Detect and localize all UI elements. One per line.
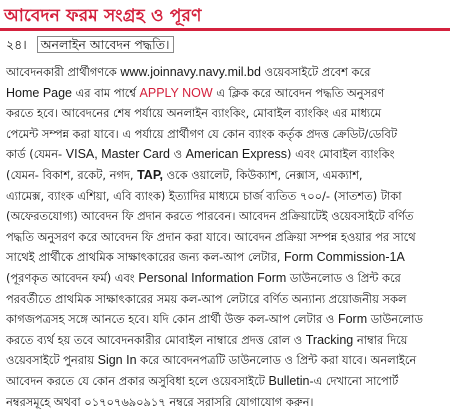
paragraph-line <box>6 83 446 104</box>
english-term: American Express <box>186 147 287 161</box>
text-run: পেমেন্ট সম্পন্ন করা যাবে। এ পর্যায়ে প্রার্থীগণ যে কোন ব্যাংক কর্তৃক প্রদত্ত ক্রেডিট/ডেবিট <box>6 127 397 141</box>
text-run: এর বাম পার্শ্বে <box>72 86 140 100</box>
paragraph-line <box>6 350 446 371</box>
english-term: Sign In <box>98 353 137 367</box>
text-run: পরবর্তীতে প্রাথমিক সাক্ষাৎকারের সময় কল-আপ লেটারে বর্ণিত অন্যান্য প্রয়োজনীয় সকল <box>6 292 406 306</box>
text-run: নাম্বার দিয়ে <box>353 333 407 347</box>
english-term: Home Page <box>6 86 72 100</box>
text-run: আবেদন করতে যে কোন প্রকার অসুবিধা হলে ওয়েবসাইটে <box>6 374 269 388</box>
paragraph-line <box>6 289 446 310</box>
text-run: করতে হবে। আবেদনের শেষ পর্যায়ে অনলাইন ব্যাংকিং, মোবাইল ব্যাংকিং এর মাধ্যমে <box>6 106 381 120</box>
english-term: TAP, <box>137 168 163 182</box>
text-run: ডাউনলোড <box>367 312 423 326</box>
section-title: আবেদন ফরম সংগ্রহ ও পূরণ <box>4 3 202 31</box>
english-term: Form <box>338 312 367 326</box>
english-term: Tracking <box>306 333 353 347</box>
paragraph-line <box>6 330 446 351</box>
subsection-label: অনলাইন আবেদন পদ্ধতি। <box>37 36 174 53</box>
paragraph-line <box>6 206 446 227</box>
text-run: ও <box>170 147 186 161</box>
subsection-number: ২৪। <box>6 37 27 52</box>
text-run: কার্ড (যেমন- <box>6 147 66 161</box>
text-run: এ ক্লিক করে আবেদন পদ্ধতি অনুসরণ <box>213 86 385 100</box>
text-run: (যেমন- বিকাশ, রকেট, নগদ, <box>6 168 137 182</box>
paragraph-line <box>6 186 446 207</box>
paragraph-line <box>6 62 446 83</box>
text-run: ডাউনলোড ও প্রিন্ট করে <box>286 271 401 285</box>
paragraph-line <box>6 227 446 248</box>
paragraph-line <box>6 268 446 289</box>
text-run: ওয়েবসাইটে পুনরায় <box>6 353 98 367</box>
apply-now-text: APPLY NOW <box>140 86 213 100</box>
text-run: কাগজপত্রসহ সঙ্গে আনতে হবে। যদি কোন প্রার্থী উক্ত কল-আপ লেটার ও <box>6 312 338 326</box>
title-divider <box>0 28 450 31</box>
paragraph-line <box>6 144 446 165</box>
text-run: (অফেরতযোগ্য) আবেদন ফি প্রদান করতে পারবেন। আবেদন প্রক্রিয়াটেই ওয়েবসাইটে বর্ণিত <box>6 209 413 223</box>
paragraph-line <box>6 165 446 186</box>
text-run: নম্বরসমূহে অথবা ০১৭০৭৬৯০৯১৭ নম্বরে সরাসরি যোগাযোগ করুন। <box>6 395 313 409</box>
text-run: (পূরণকৃত আবেদন ফর্ম) এবং <box>6 271 138 285</box>
text-run: সাথেই প্রার্থীকে প্রাথমিক সাক্ষাৎকারের জন্য কল-আপ লেটার, <box>6 250 284 264</box>
text-run: আবেদনকারী প্রার্থীগণকে <box>6 65 120 79</box>
english-term: Bulletin <box>269 374 310 388</box>
english-term: VISA, Master Card <box>66 147 170 161</box>
english-term: www.joinnavy.navy.mil.bd <box>120 65 261 79</box>
paragraph-line <box>6 309 446 330</box>
text-run: -এ দেখানো সাপোর্ট <box>310 374 399 388</box>
text-run: ) এবং মোবাইল ব্যাংকিং <box>287 147 395 161</box>
instruction-paragraph <box>6 62 446 412</box>
paragraph-line <box>6 124 446 145</box>
paragraph-line <box>6 247 446 268</box>
paragraph-line <box>6 371 446 392</box>
english-term: Personal Information Form <box>138 271 286 285</box>
text-run: করতে ব্যর্থ হয় তবে আবেদনকারীর মোবাইল নাম্বারে প্রদত্ত রোল ও <box>6 333 306 347</box>
paragraph-line <box>6 103 446 124</box>
text-run: করে আবেদনপত্রটি ডাউনলোড ও প্রিন্ট করা যাবে। অনলাইনে <box>137 353 417 367</box>
text-run: ওকে ওয়ালেট, কিউক্যাশ, নেক্সাস, এমক্যাশ, <box>163 168 363 182</box>
paragraph-line <box>6 392 446 412</box>
text-run: ওয়েবসাইটে প্রবেশ করে <box>261 65 370 79</box>
english-term: Form Commission-1A <box>284 250 405 264</box>
text-run: এ্যামেক্স, ব্যাংক এশিয়া, এবি ব্যাংক) ইত্যাদির মাধ্যমে চার্জ ব্যতিত ৭০০/- (সাতশত) টাকা <box>6 189 402 203</box>
subsection-heading <box>6 37 174 57</box>
text-run: পদ্ধতি অনুসরণ করে আবেদন ফি প্রদান করা যাবে। আবেদন প্রক্রিয়া সম্পন্ন হওয়ার পর সাথে <box>6 230 416 244</box>
